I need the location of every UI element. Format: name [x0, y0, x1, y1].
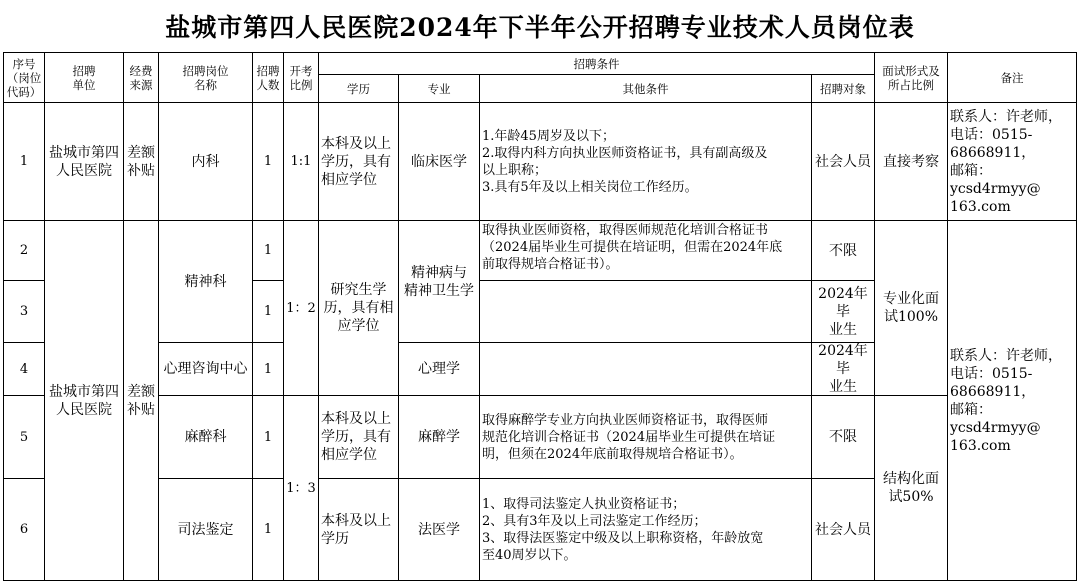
row4-other-conditions — [480, 343, 812, 396]
row5-major: 麻醉学 — [399, 396, 480, 479]
row2-seq: 2 — [3, 221, 45, 281]
header-target: 招聘对象 — [812, 75, 875, 103]
row3-seq: 3 — [3, 281, 45, 343]
row3-target: 2024年毕 业生 — [812, 281, 875, 343]
row1-other-conditions: 1.年龄45周岁及以下； 2.取得内科方向执业医师资格证书，具有副高级及 以上职称； 3.具有5年及以上相关岗位工作经历。 — [480, 103, 812, 221]
row4-target: 2024年毕 业生 — [812, 343, 875, 396]
header-unit: 招聘 单位 — [45, 52, 124, 103]
row3-other-conditions — [480, 281, 812, 343]
row3-count: 1 — [253, 281, 284, 343]
row6-major: 法医学 — [399, 479, 480, 581]
row6-position: 司法鉴定 — [159, 479, 253, 581]
row1-funding: 差额 补贴 — [124, 103, 159, 221]
header-ratio: 开考 比例 — [284, 52, 319, 103]
header-major: 专业 — [399, 75, 480, 103]
position-merged-rows-2-3: 精神科 — [159, 221, 253, 343]
row4-count: 1 — [253, 343, 284, 396]
page-title: 盐城市第四人民医院2024年下半年公开招聘专业技术人员岗位表 — [165, 13, 915, 42]
row4-seq: 4 — [3, 343, 45, 396]
row5-count: 1 — [253, 396, 284, 479]
row1-position: 内科 — [159, 103, 253, 221]
ratio-merged-rows-2-4: 1：2 — [284, 221, 319, 396]
header-interview: 面试形式及 所占比例 — [875, 52, 948, 103]
header-conditions: 招聘条件 — [319, 52, 875, 75]
row6-target: 社会人员 — [812, 479, 875, 581]
other-conditions-rows-2: 取得执业医师资格，取得医师规范化培训合格证书 （2024届毕业生可提供在培证明，但需在2024年底 前取得规培合格证书）。 — [480, 221, 812, 281]
row1-count: 1 — [253, 103, 284, 221]
row6-seq: 6 — [3, 479, 45, 581]
ratio-merged-rows-5-6: 1：3 — [284, 396, 319, 581]
row1-target: 社会人员 — [812, 103, 875, 221]
row1-ratio: 1:1 — [284, 103, 319, 221]
row5-position: 麻醉科 — [159, 396, 253, 479]
interview-merged-rows-5-6: 结构化面 试50% — [875, 396, 948, 581]
row2-count: 1 — [253, 221, 284, 281]
row6-other-conditions: 1、取得司法鉴定人执业资格证书； 2、具有3年及以上司法鉴定工作经历； 3、取得法医鉴定中级及以上职称资格，年龄放宽 至40周岁以下。 — [480, 479, 812, 581]
row1-unit: 盐城市第四 人民医院 — [45, 103, 124, 221]
header-count: 招聘 人数 — [253, 52, 284, 103]
row4-position: 心理咨询中心 — [159, 343, 253, 396]
row1-major: 临床医学 — [399, 103, 480, 221]
unit-merged-rows-2-6: 盐城市第四 人民医院 — [45, 221, 124, 581]
row1-remark: 联系人：许老师， 电话：0515- 68668911， 邮箱：ycsd4rmyy@ 163.com — [948, 103, 1077, 221]
education-merged-rows-2-4: 研究生学 历，具有相 应学位 — [319, 221, 399, 396]
header-other-conditions: 其他条件 — [480, 75, 812, 103]
row1-interview: 直接考察 — [875, 103, 948, 221]
row5-education: 本科及以上 学历，具有 相应学位 — [319, 396, 399, 479]
funding-merged-rows-2-6: 差额 补贴 — [124, 221, 159, 581]
remark-merged-rows-2-6: 联系人：许老师， 电话：0515- 68668911， 邮箱：ycsd4rmyy@ 163.com — [948, 221, 1077, 581]
row1-education: 本科及以上 学历，具有 相应学位 — [319, 103, 399, 221]
interview-merged-rows-2-4: 专业化面 试100% — [875, 221, 948, 396]
row1-seq: 1 — [3, 103, 45, 221]
row6-education: 本科及以上 学历 — [319, 479, 399, 581]
row5-target: 不限 — [812, 396, 875, 479]
row4-major: 心理学 — [399, 343, 480, 396]
header-remark: 备注 — [948, 52, 1077, 103]
header-education: 学历 — [319, 75, 399, 103]
row6-count: 1 — [253, 479, 284, 581]
row2-target: 不限 — [812, 221, 875, 281]
row5-seq: 5 — [3, 396, 45, 479]
header-funding: 经费 来源 — [124, 52, 159, 103]
row5-other-conditions: 取得麻醉学专业方向执业医师资格证书，取得医师 规范化培训合格证书（2024届毕业生可提供在培证 明，但须在2024年底前取得规培合格证书）。 — [480, 396, 812, 479]
major-merged-rows-2-3: 精神病与 精神卫生学 — [399, 221, 480, 343]
header-seq: 序号 （岗位 代码） — [3, 52, 45, 103]
header-position: 招聘岗位 名称 — [159, 52, 253, 103]
